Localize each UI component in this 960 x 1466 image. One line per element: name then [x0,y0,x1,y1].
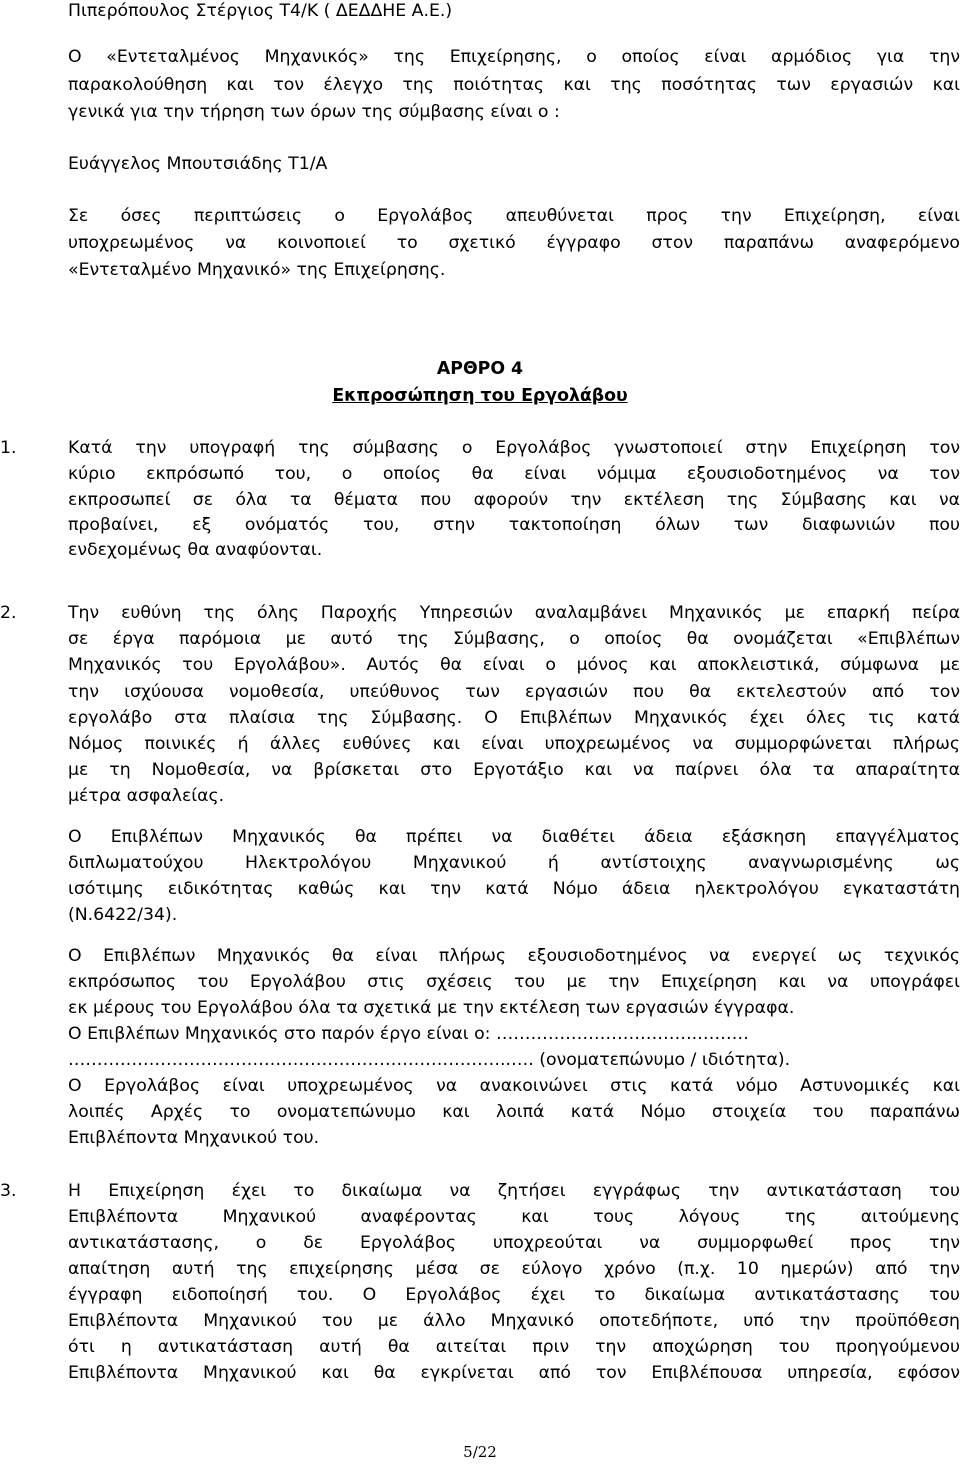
item-number: 2. [0,603,17,623]
page-header: Πιπερόπουλος Στέργιος Τ4/Κ ( ΔΕΔΔΗΕ Α.Ε.) [68,1,453,21]
text-line: υποχρεωμένος να κοινοποιεί το σχετικό έγγραφο στον παραπάνω αναφερόμενο [68,233,960,253]
text-line: αντικατάστασης, ο δε Εργολάβος υποχρεούται να συμμορφωθεί προς την [68,1233,960,1253]
text-line: Ο Επιβλέπων Μηχανικός θα πρέπει να διαθέτει άδεια εξάσκηση επαγγέλματος [68,827,960,847]
text-line: λοιπές Αρχές το ονοματεπώνυμο και λοιπά κατά Νόμο στοιχεία του παραπάνω [68,1102,960,1122]
text-line: Ο Επιβλέπων Μηχανικός θα είναι πλήρως εξουσιοδοτημένος να ενεργεί ως τεχνικός [68,946,960,966]
text-line: γενικά για την τήρηση των όρων της σύμβασης είναι ο : [68,102,560,122]
text-line: (Ν.6422/34). [68,905,178,925]
text-line: παρακολούθηση και τον έλεγχο της ποιότητας και της ποσότητας των εργασιών και [68,75,960,95]
text-line: απαίτηση αυτή της επιχείρησης μέσα σε εύλογο χρόνο (π.χ. 10 ημερών) από την [68,1259,960,1279]
text-line: εργολάβο στα πλαίσια της Σύμβασης. Ο Επιβλέπων Μηχανικός έχει όλες τις κατά [68,708,960,728]
text-line: Ο «Εντεταλμένος Μηχανικός» της Επιχείρησης, ο οποίος είναι αρμόδιος για την [68,47,960,67]
page-number: 5/22 [463,1443,497,1461]
text-line: σε έργα παρόμοια με αυτό της Σύμβασης, ο οποίος θα ονομάζεται «Επιβλέπων [68,629,960,649]
item-number: 1. [0,438,17,458]
text-line: εκπρόσωπος του Εργολάβου στις σχέσεις του με την Επιχείρηση και να υπογράφει [68,972,960,992]
text-line: Επιβλέποντα Μηχανικού του με άλλο Μηχανικό οποτεδήποτε, υπό την προϋπόθεση [68,1311,960,1331]
item-number: 3. [0,1181,17,1201]
text-line: ισότιμης ειδικότητας καθώς και την κατά Νόμο άδεια ηλεκτρολόγου εγκαταστάτη [68,879,960,899]
text-line: Σε όσες περιπτώσεις ο Εργολάβος απευθύνεται προς την Επιχείρηση, είναι [68,206,960,226]
text-line: Κατά την υπογραφή της σύμβασης ο Εργολάβος γνωστοποιεί στην Επιχείρηση τον [68,438,960,458]
text-line: Επιβλέποντα Μηχανικού και θα εγκρίνεται από τον Επιβλέπουσα υπηρεσία, εφόσον [68,1363,960,1383]
text-line: μέτρα ασφαλείας. [68,786,225,806]
text-line: την ισχύουσα νομοθεσία, υπεύθυνος των εργασιών που θα εκτελεστούν από τον [68,682,960,702]
article-title-text: Εκπροσώπηση του Εργολάβου [332,386,628,406]
text-line: Η Επιχείρηση έχει το δικαίωμα να ζητήσει εγγράφως την αντικατάσταση του [68,1181,960,1201]
text-line: ενδεχομένως θα αναφύονται. [68,540,323,560]
text-line: διπλωματούχου Ηλεκτρολόγου Μηχανικού ή αντίστοιχης αναγνωρισμένης ως [68,853,960,873]
text-line: κύριο εκπρόσωπό του, ο οποίος θα είναι νόμιμα εξουσιοδοτημένος να τον [68,464,960,484]
engineer-name: Ευάγγελος Μπουτσιάδης Τ1/Α [68,154,328,174]
article-title [0,383,960,409]
text-line: Ο Επιβλέπων Μηχανικός στο παρόν έργο είναι ο: ……………………………..……… [68,1024,749,1044]
text-line: Την ευθύνη της όλης Παροχής Υπηρεσιών αναλαμβάνει Μηχανικός με επαρκή πείρα [68,603,960,623]
article-number: ΑΡΘΡΟ 4 [436,359,524,379]
text-line: εκπροσωπεί σε όλα τα θέματα που αφορούν την εκτέλεση της Σύμβασης και να [68,490,960,510]
text-line: εκ μέρους του Εργολάβου όλα τα σχετικά με την εκτέλεση των εργασιών έγγραφα. [68,998,795,1018]
text-line: ότι η αντικατάσταση αυτή θα αιτείται πριν την αποχώρηση του προηγούμενου [68,1337,960,1357]
text-line: «Εντεταλμένο Μηχανικό» της Επιχείρησης. [68,260,446,280]
text-line: Ο Εργολάβος είναι υποχρεωμένος να ανακοινώνει στις κατά νόμο Αστυνομικές και [68,1076,960,1096]
text-line: Επιβλέποντα Μηχανικού αναφέροντας και τους λόγους της αιτούμενης [68,1207,960,1227]
text-line: Επιβλέποντα Μηχανικού του. [68,1128,320,1148]
text-line: …………………………………………………………………..…. (ονοματεπώνυμο / ιδιότητα). [68,1050,791,1070]
text-line: με τη Νομοθεσία, να βρίσκεται στο Εργοτάξιο και να παίρνει όλα τα απαραίτητα [68,760,960,780]
text-line: Μηχανικός του Εργολάβου». Αυτός θα είναι ο μόνος και αποκλειστικά, σύμφωνα με [68,655,960,675]
text-line: προβαίνει, εξ ονόματός του, στην τακτοποίηση όλων των διαφωνιών που [68,515,960,535]
text-line: έγγραφη ειδοποίησή του. Ο Εργολάβος έχει το δικαίωμα αντικατάστασης του [68,1285,960,1305]
text-line: Νόμος ποινικές ή άλλες ευθύνες και είναι υποχρεωμένος να συμμορφώνεται πλήρως [68,734,960,754]
